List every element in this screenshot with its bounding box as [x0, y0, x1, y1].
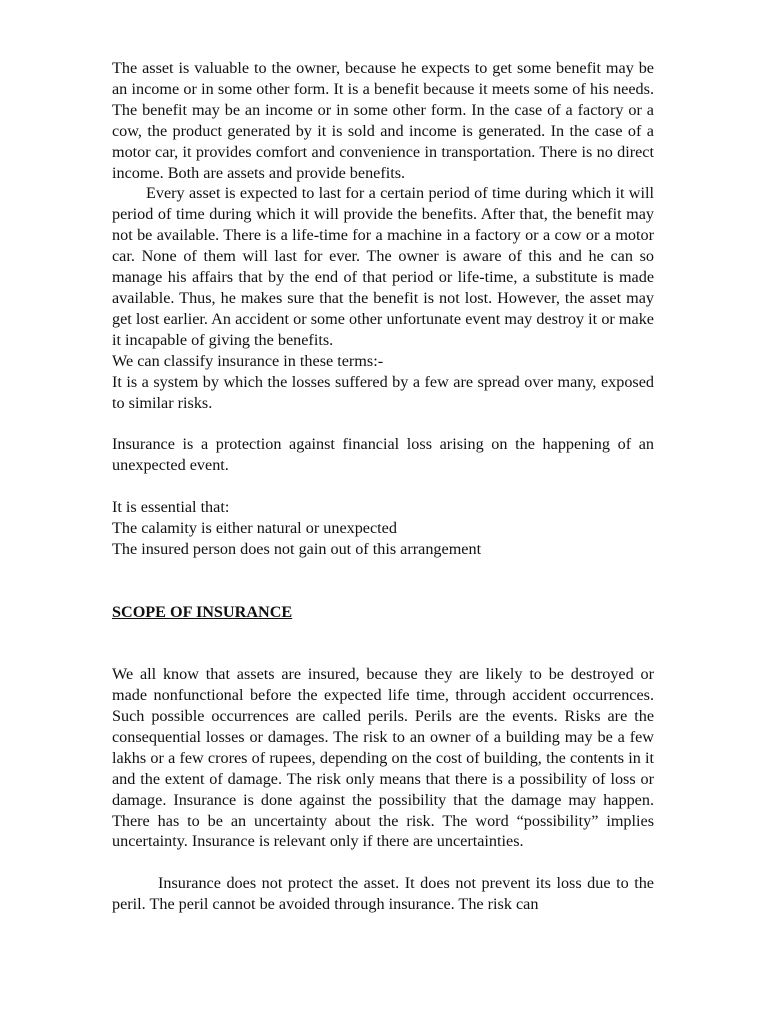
paragraph-protection-limits: Insurance does not protect the asset. It does not prevent its loss due to the peril. The peril cannot be avoided through insurance. The risk can [112, 874, 654, 914]
paragraph-protection-definition: Insurance is a protection against financial loss arising on the happening of an unexpected event. [112, 435, 654, 475]
paragraph-asset-value: The asset is valuable to the owner, because he expects to get some benefit may be an income or in some other form. It is a benefit because it meets some of his needs. The benefit may be an income or in some other form. In the case of a factory or a cow, the product generated by it is sold and income is generated. In the case of a motor car, it provides comfort and convenience in transportation. There is no direct income. Both are assets and provide benefits. [112, 59, 654, 182]
line-calamity: The calamity is either natural or unexpected [112, 518, 397, 537]
line-insured-person: The insured person does not gain out of this arrangement [112, 539, 482, 558]
paragraph-scope: We all know that assets are insured, because they are likely to be destroyed or made nonfunctional before the expected life time, through accident occurrences. Such possible occurrences are called perils. Perils are the events. Risks are the consequential losses or damages. The risk to an owner of a building may be a few lakhs or a few crores of rupees, depending on the cost of building, the contents in it and the extent of damage. The risk only means that there is a possibility of loss or damage. Insurance is done against the possibility that the damage may happen. There has to be an uncertainty about the risk. The word “possibility” implies uncertainty. Insurance is relevant only if there are uncertainties. [112, 665, 654, 851]
paragraph-asset-lifetime: Every asset is expected to last for a certain period of time during which it will period of time during which it will provide the benefits. After that, the benefit may not be available. There is a life-time for a machine in a factory or a cow or a motor car. None of them will last for ever. The owner is aware of this and he can so manage his affairs that by the end of that period or life-time, a substitute is made available. Thus, he makes sure that the benefit is not lost. However, the asset may get lost earlier. An accident or some other unfortunate event may destroy it or make it incapable of giving the benefits. [112, 184, 654, 349]
line-essential: It is essential that: [112, 498, 230, 516]
section-heading-scope: SCOPE OF INSURANCE [112, 602, 293, 621]
document-page [112, 58, 654, 915]
line-classify-insurance: We can classify insurance in these terms:- [112, 351, 384, 370]
paragraph-system-definition: It is a system by which the losses suffered by a few are spread over many, exposed to similar risks. [112, 372, 654, 412]
